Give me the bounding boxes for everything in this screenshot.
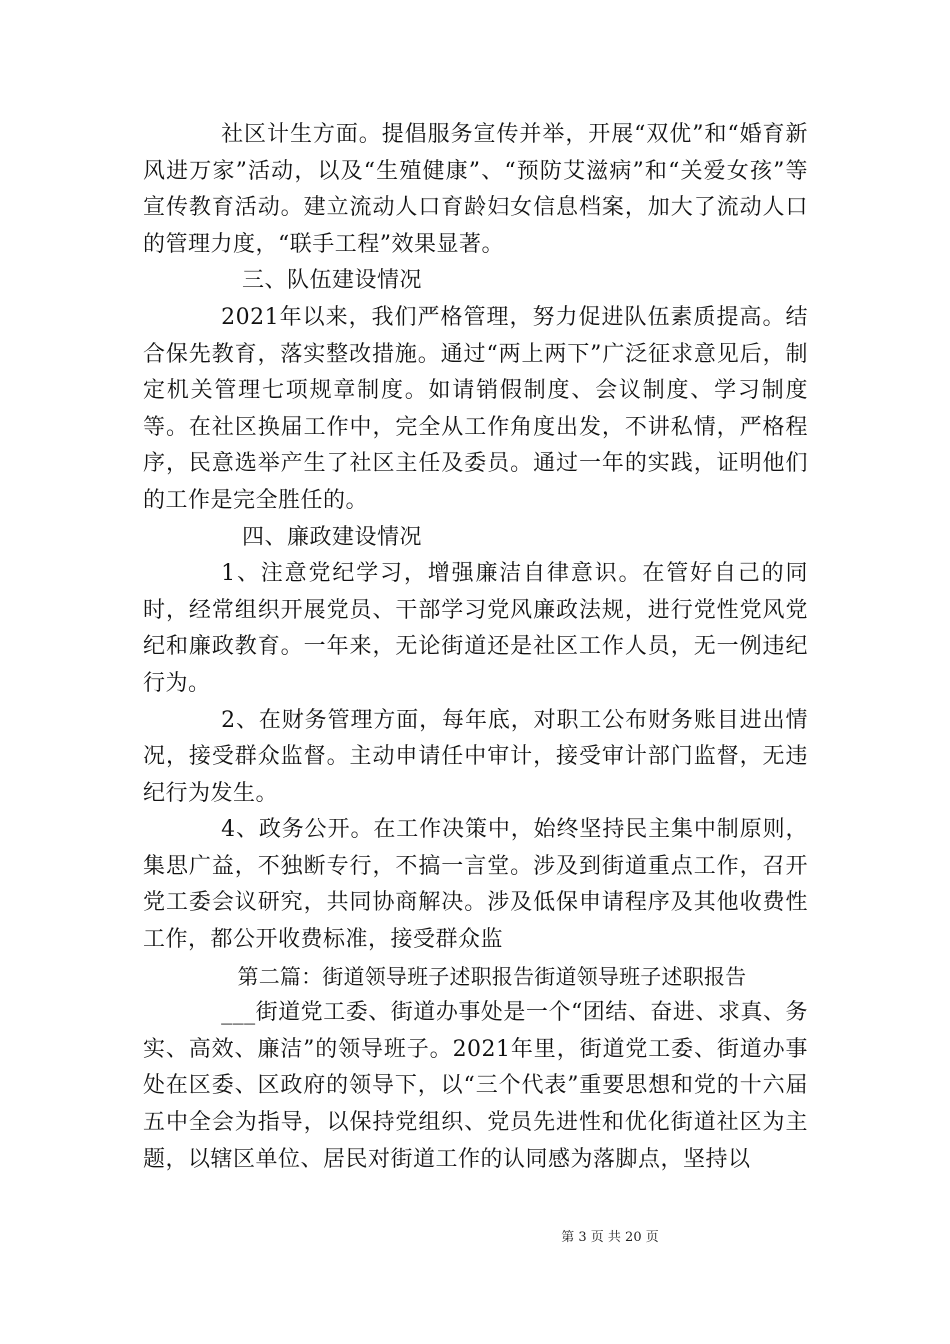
heading-integrity-building: 四、廉政建设情况 [242,524,423,550]
document-body [143,117,808,1178]
paragraph-team-building: 2021年以来，我们严格管理，努力促进队伍素质提高。结合保先教育，落实整改措施。通过“两上两下”广泛征求意见后，制定机关管理七项规章制度。如请销假制度、会议制度、学习制度等。在社区换届工作中，完全从工作角度出发，不讲私情，严格程序，民意选举产生了社区主任及委员。通过一年的实践，证明他们的工作是完全胜任的。 [143,304,808,513]
section-title-part-two: 第二篇：街道领导班子述职报告街道领导班子述职报告 [237,964,747,989]
paragraph-government-affairs: 4、政务公开。在工作决策中，始终坚持民主集中制原则，集思广益，不独断专行，不搞一言堂。涉及到街道重点工作，召开党工委会议研究，共同协商解决。涉及低保申请程序及其他收费性工作，都公开收费标准，接受群众监 [143,817,808,953]
paragraph-financial-management: 2、在财务管理方面，每年底，对职工公布财务账目进出情况，接受群众监督。主动申请任中审计，接受审计部门监督，无违纪行为发生。 [143,707,808,806]
paragraph-leadership-intro: ___街道党工委、街道办事处是一个“团结、奋进、求真、务实、高效、廉洁”的领导班子。2021年里，街道党工委、街道办事处在区委、区政府的领导下，以“三个代表”重要思想和党的十六届五中全会为指导，以保持党组织、党员先进性和优化街道社区为主题，以辖区单位、居民对街道工作的认同感为落脚点，坚持以 [143,1000,808,1172]
paragraph-discipline-study: 1、注意党纪学习，增强廉洁自律意识。在管好自己的同时，经常组织开展党员、干部学习党风廉政法规，进行党性党风党纪和廉政教育。一年来，无论街道还是社区工作人员，无一例违纪行为。 [143,561,808,696]
page-number-footer: 第 3 页 共 20 页 [561,1230,659,1245]
paragraph-family-planning: 社区计生方面。提倡服务宣传并举，开展“双优”和“婚育新风进万家”活动，以及“生殖健康”、“预防艾滋病”和“关爱女孩”等宣传教育活动。建立流动人口育龄妇女信息档案，加大了流动人口的管理力度，“联手工程”效果显著。 [143,122,808,257]
heading-team-building: 三、队伍建设情况 [242,268,423,294]
